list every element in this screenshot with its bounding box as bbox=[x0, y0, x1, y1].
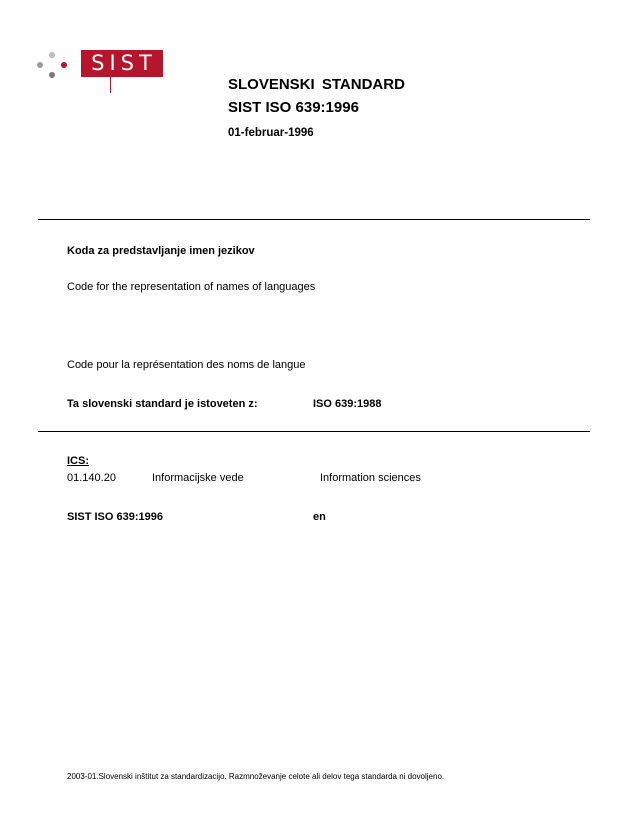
footer-copyright: 2003-01.Slovenski inštitut za standardizacijo. Razmnoževanje celote ali delov tega standarda ni dovoljeno. bbox=[67, 772, 445, 781]
ics-heading: ICS: bbox=[67, 455, 89, 467]
title-slovenian: Koda za predstavljanje imen jezikov bbox=[67, 245, 255, 257]
summary-standard-id: SIST ISO 639:1996 bbox=[67, 511, 163, 523]
sist-logo: SIST bbox=[81, 50, 163, 77]
ics-code: 01.140.20 bbox=[67, 472, 116, 484]
logo-dot-left bbox=[37, 62, 43, 68]
logo-dot-right bbox=[61, 62, 67, 68]
standard-date: 01-februar-1996 bbox=[228, 127, 314, 139]
equivalence-label: Ta slovenski standard je istoveten z: bbox=[67, 398, 258, 410]
standard-id: SIST ISO 639:1996 bbox=[228, 99, 359, 116]
logo-dot-bottom bbox=[49, 72, 55, 78]
equivalence-value: ISO 639:1988 bbox=[313, 398, 382, 410]
logo-dot-top bbox=[49, 52, 55, 58]
ics-description-sl: Informacijske vede bbox=[152, 472, 244, 484]
title-english: Code for the representation of names of languages bbox=[67, 281, 316, 293]
logo-dots-icon bbox=[37, 52, 71, 82]
ics-description-en: Information sciences bbox=[320, 472, 421, 484]
divider-bottom bbox=[38, 431, 590, 432]
title-french: Code pour la représentation des noms de langue bbox=[67, 359, 306, 371]
standard-type: SLOVENSKI STANDARD bbox=[228, 76, 405, 93]
logo-rule bbox=[110, 77, 111, 93]
divider-top bbox=[38, 219, 590, 220]
summary-language: en bbox=[313, 511, 326, 523]
